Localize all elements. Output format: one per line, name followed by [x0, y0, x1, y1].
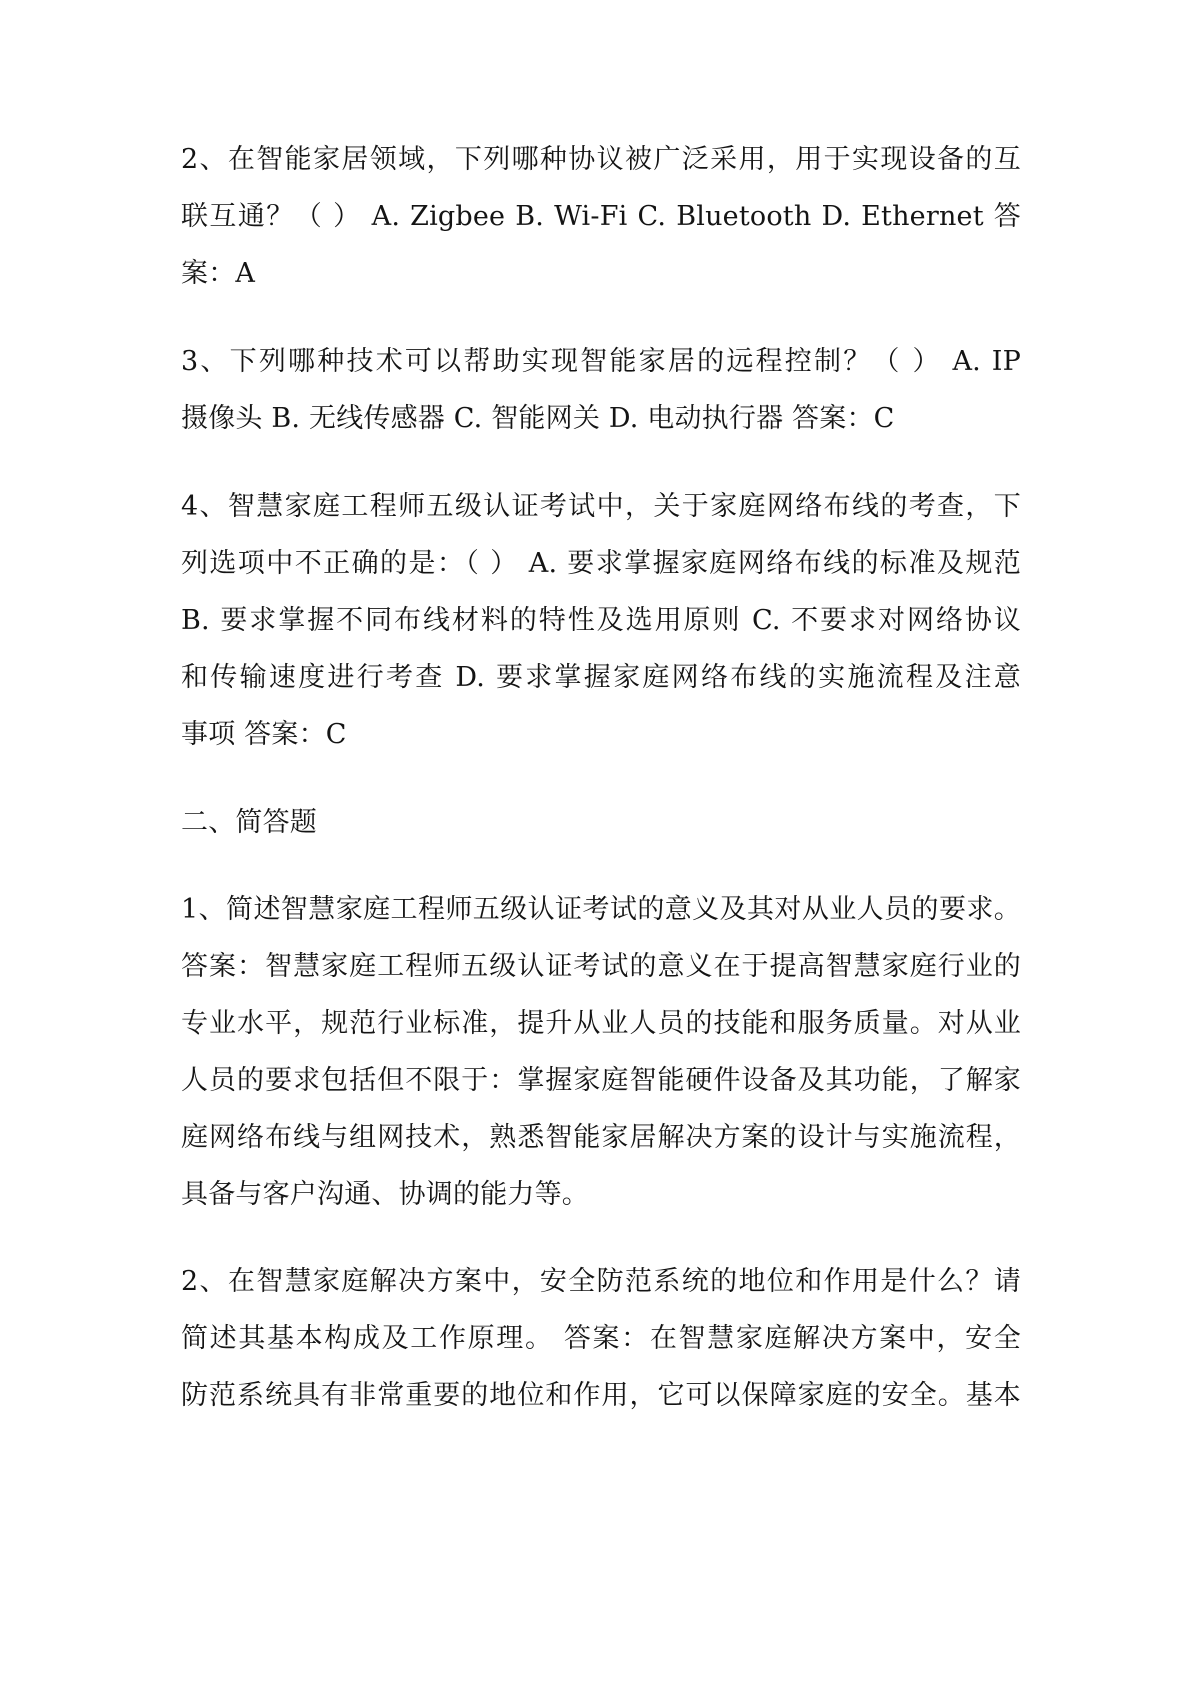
- text-line: 2、在智能家居领域，下列哪种协议被广泛采用，用于实现设备的互: [181, 144, 1021, 175]
- text-line: 列选项中不正确的是：（ ） A. 要求掌握家庭网络布线的标准及规范: [181, 548, 1021, 579]
- text-line: 4、智慧家庭工程师五级认证考试中，关于家庭网络布线的考查，下: [181, 491, 1021, 522]
- text-line: 事项 答案：C: [181, 719, 347, 750]
- text-line: 2、在智慧家庭解决方案中，安全防范系统的地位和作用是什么？请: [181, 1266, 1021, 1297]
- text-line: 防范系统具有非常重要的地位和作用，它可以保障家庭的安全。基本: [181, 1380, 1021, 1411]
- text-line: 3、下列哪种技术可以帮助实现智能家居的远程控制？（ ） A. IP: [181, 346, 1021, 377]
- text-line: 摄像头 B. 无线传感器 C. 智能网关 D. 电动执行器 答案：C: [181, 403, 895, 434]
- text-line: 庭网络布线与组网技术，熟悉智能家居解决方案的设计与实施流程，: [181, 1122, 1021, 1153]
- text-line: B. 要求掌握不同布线材料的特性及选用原则 C. 不要求对网络协议: [181, 605, 1021, 636]
- text-line: 具备与客户沟通、协调的能力等。: [181, 1179, 589, 1210]
- text-line: 简述其基本构成及工作原理。 答案：在智慧家庭解决方案中，安全: [181, 1323, 1021, 1354]
- text-line: 1、简述智慧家庭工程师五级认证考试的意义及其对从业人员的要求。: [181, 894, 1021, 925]
- text-line: 答案：智慧家庭工程师五级认证考试的意义在于提高智慧家庭行业的: [181, 951, 1021, 982]
- text-line: 专业水平，规范行业标准，提升从业人员的技能和服务质量。对从业: [181, 1008, 1021, 1039]
- section-heading: 二、简答题: [181, 807, 317, 838]
- text-line: 案：A: [181, 258, 256, 289]
- text-line: 和传输速度进行考查 D. 要求掌握家庭网络布线的实施流程及注意: [181, 662, 1021, 693]
- text-line: 联互通？（ ） A. Zigbee B. Wi-Fi C. Bluetooth D. Ethernet 答: [181, 201, 1021, 232]
- text-line: 人员的要求包括但不限于：掌握家庭智能硬件设备及其功能，了解家: [181, 1065, 1021, 1096]
